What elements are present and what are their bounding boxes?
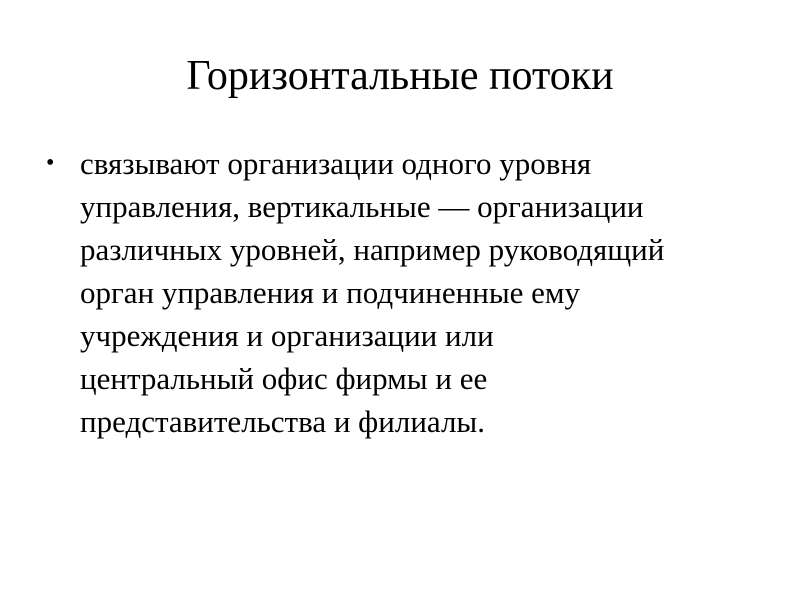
bullet-list bbox=[40, 142, 770, 443]
bullet-text-line-3: различных уровней, например руководящий bbox=[80, 232, 665, 267]
bullet-text-line-6: центральный офис фирмы и ее bbox=[80, 361, 488, 396]
bullet-text-line-5: учреждения и организации или bbox=[80, 318, 494, 353]
bullet-text-line-1: связывают организации одного уровня bbox=[80, 146, 592, 181]
bullet-text-line-2: управления, вертикальные — организации bbox=[80, 189, 644, 224]
slide-title: Горизонтальные потоки bbox=[186, 53, 614, 99]
bullet-dot-icon: • bbox=[46, 150, 55, 176]
bullet-item bbox=[40, 142, 770, 443]
bullet-text-line-7: представительства и филиалы. bbox=[80, 404, 485, 439]
bullet-text-line-4: орган управления и подчиненные ему bbox=[80, 275, 581, 310]
